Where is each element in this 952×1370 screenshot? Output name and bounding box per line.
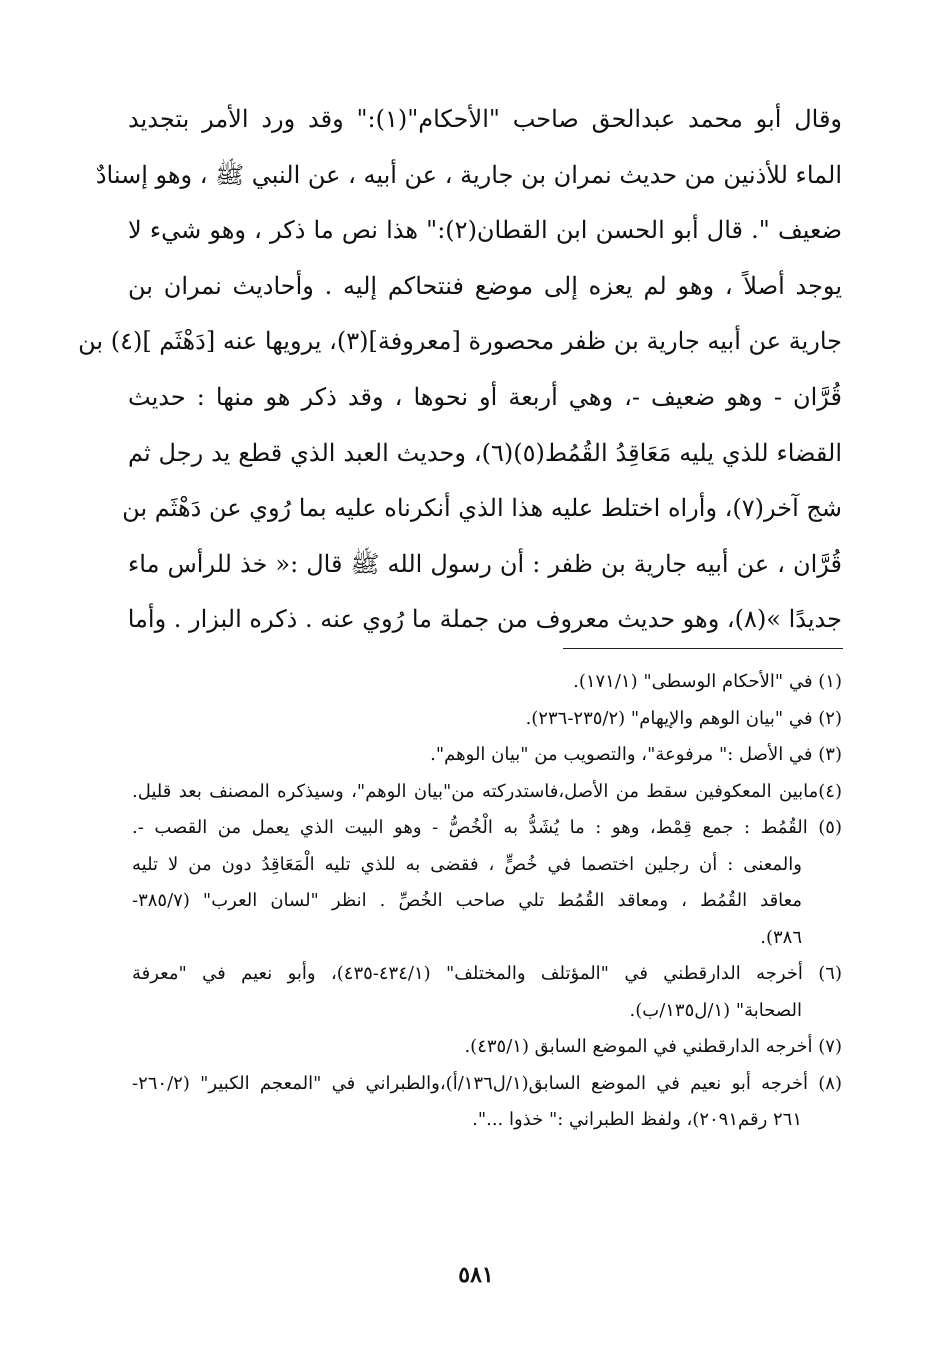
main-text-line: شج آخر(٧)، وأراه اختلط عليه هذا الذي أنكرناه عليه بما رُوي عن دَهْثَم بن bbox=[122, 494, 842, 523]
footnote-line: (٢) في "بيان الوهم والإيهام" (٢٣٥/٢-٢٣٦). bbox=[525, 707, 842, 729]
footnote-line: والمعنى : أن رجلين اختصما في خُصٍّ ، فقضى به للذي تليه الْمَعَاقِدُ دون من لا تليه bbox=[132, 853, 802, 875]
main-text-line: وقال أبو محمد عبدالحق صاحب "الأحكام"(١):" وقد ورد الأمر بتجديد bbox=[128, 105, 843, 133]
main-text-line: جارية عن أبيه جارية بن ظفر محصورة [معروفة](٣)، يرويها عنه [دَهْثَم ](٤) بن bbox=[78, 327, 842, 356]
main-text-line: يوجد أصلاً ، وهو لم يعزه إلى موضع فنتحاكم إليه . وأحاديث نمران بن bbox=[128, 271, 843, 300]
main-text-line: القضاء للذي يليه مَعَاقِدُ القُمُط(٥)(٦)، وحديث العبد الذي قطع يد رجل ثم bbox=[128, 438, 842, 467]
footnote-line: (٧) أخرجه الدارقطني في الموضع السابق (٤٣٥/١). bbox=[464, 1036, 842, 1057]
main-text-block bbox=[78, 92, 843, 648]
main-text-line: جديدًا »(٨)، وهو حديث معروف من جملة ما رُوي عنه . ذكره البزار . وأما bbox=[127, 605, 842, 634]
footnote-line: (١) في "الأحكام الوسطى" (١٧١/١). bbox=[573, 671, 842, 692]
footnote-line: ٣٨٦). bbox=[760, 926, 802, 948]
main-text-line: قُرَّان - وهو ضعيف -، وهي أربعة أو نحوها ، وقد ذكر هو منها : حديث bbox=[128, 382, 842, 411]
footnote-line: معاقد القُمُط ، ومعاقد القُمُط تلي صاحب الخُصِّ . انظر "لسان العرب" (٣٨٥/٧- bbox=[132, 890, 802, 911]
footnotes-block bbox=[132, 664, 842, 1139]
main-text-line: الماء للأذنين من حديث نمران بن جارية ، عن أبيه ، عن النبي ﷺ ، وهو إسنادٌ bbox=[95, 160, 842, 189]
footnote-line: ٢٦١ رقم٢٠٩١)، ولفظ الطبراني :" خذوا ...". bbox=[472, 1109, 802, 1130]
footnote-line: (٥) القُمُط : جمع قِمْط، وهو : ما يُشَدُّ به الْخُصُّ - وهو البيت الذي يعمل من القصب -. bbox=[132, 817, 842, 838]
footnote-line: (٨) أخرجه أبو نعيم في الموضع السابق(١/ل١٣٦/أ)،والطبراني في "المعجم الكبير" (٢٦٠/٢- bbox=[132, 1072, 842, 1094]
footnote-line: الصحابة" (١/ل١٣٥/ب). bbox=[629, 999, 802, 1021]
footnote-separator bbox=[563, 648, 843, 649]
page-number: ٥٨١ bbox=[458, 1262, 494, 1288]
main-text-line: قُرَّان ، عن أبيه جارية بن ظفر : أن رسول الله ﷺ قال :« خذ للرأس ماء bbox=[128, 549, 842, 578]
footnote-line: (٣) في الأصل :" مرفوعة"، والتصويب من "بيان الوهم". bbox=[430, 744, 842, 765]
footnote-line: (٦) أخرجه الدارقطني في "المؤتلف والمختلف" (٤٣٤/١-٤٣٥)، وأبو نعيم في "معرفة bbox=[132, 963, 842, 984]
footnote-line: (٤)مابين المعكوفين سقط من الأصل،فاستدركته من"بيان الوهم"، وسيذكره المصنف بعد قليل. bbox=[132, 780, 842, 802]
main-text-line: ضعيف ". قال أبو الحسن ابن القطان(٢):" هذا نص ما ذكر ، وهو شيء لا bbox=[128, 216, 842, 245]
